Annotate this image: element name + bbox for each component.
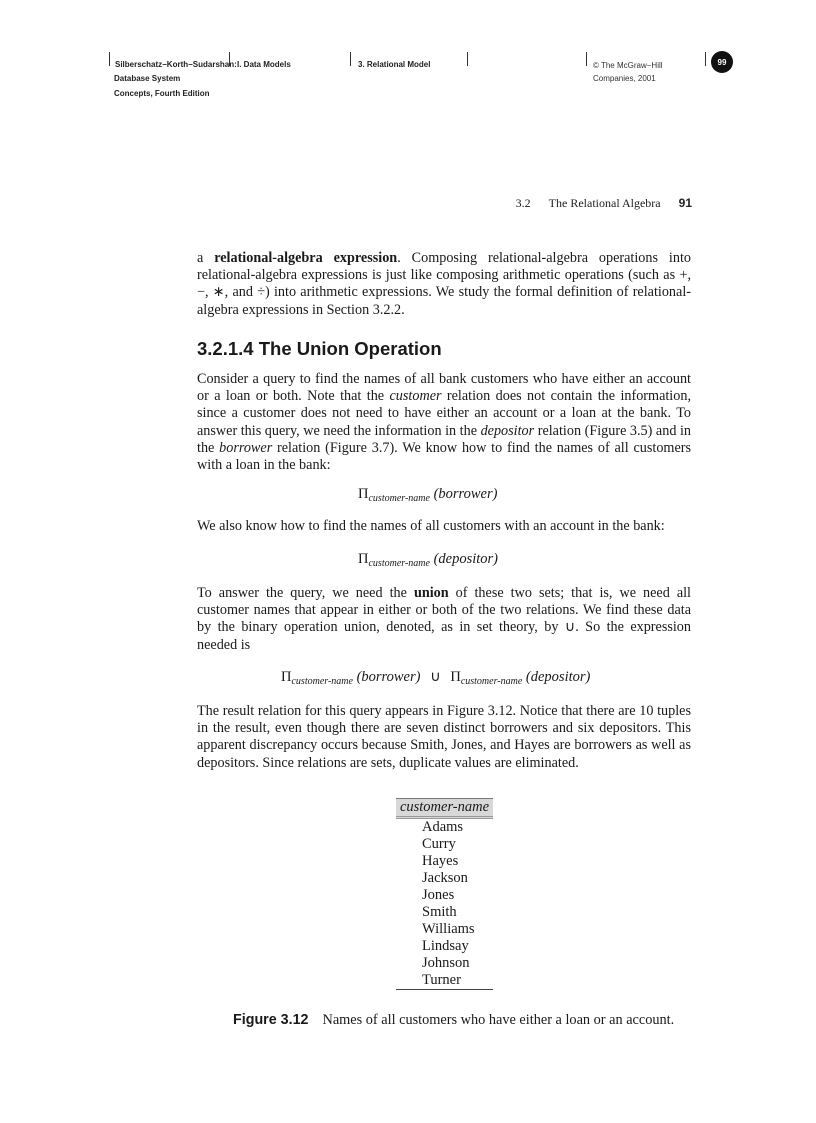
para2-text-4: relation (Figure 3.7). We know how to find the names of all customers with a loan in the bank:: [197, 439, 691, 474]
figure-caption-text: Names of all customers who have either a loan or an account.: [322, 1012, 675, 1028]
para4-text-2: of these two sets; that is, we need all customer names that appear in either or both of the two relations. We find these data by the binary operation union, denoted, as in set theory, by ∪. So the expression needed is: [197, 585, 691, 653]
para2-italic-3: borrower: [219, 439, 273, 456]
para3-text: We also know how to find the names of all customers with an account in the bank:: [197, 518, 665, 534]
header-copyright-line1: © The McGraw−Hill: [593, 61, 663, 70]
para1-term: relational-algebra expression: [214, 250, 398, 266]
running-head-section: 3.2: [515, 196, 531, 210]
eq3-projection-1: Π: [281, 669, 292, 685]
para2-text-3: relation (Figure 3.5) and in the: [197, 422, 691, 456]
para2-italic-1: customer: [389, 388, 442, 405]
header-copyright-line2: Companies, 2001: [593, 74, 656, 83]
eq2-subscript: customer-name: [368, 558, 430, 569]
equation-2: [358, 551, 498, 569]
running-head-page: 91: [678, 196, 692, 210]
table-row: Johnson: [422, 955, 470, 971]
running-head-title: The Relational Algebra: [548, 196, 661, 210]
para1-text: a: [197, 250, 215, 266]
result-table: [396, 798, 493, 990]
para2-italic-2: depositor: [480, 422, 535, 439]
header-book-title-line2: Database System: [114, 74, 181, 83]
para2-text-2: relation does not contain the information, since a customer does not need to have either an account or a loan at the bank. To answer this query, we need the information in the: [197, 388, 691, 439]
paragraph-2: [197, 371, 691, 474]
paragraph-5: [197, 703, 691, 772]
para4-term: union: [413, 585, 449, 601]
table-row: Adams: [422, 819, 464, 835]
table-row: Jones: [422, 887, 455, 903]
table-row: Williams: [422, 921, 475, 937]
header-book-title: Silberschatz−Korth−Sudarshan:: [115, 60, 237, 69]
table-body: [396, 819, 493, 989]
section-heading: 3.2.1.4 The Union Operation: [197, 338, 442, 359]
eq2-projection: Π: [358, 551, 369, 567]
eq3-subscript-2: customer-name: [460, 676, 523, 687]
figure-caption: [233, 1012, 674, 1029]
figure-label: Figure 3.12: [233, 1012, 309, 1028]
eq3-subscript-1: customer-name: [291, 676, 353, 687]
paragraph-4: [197, 585, 691, 654]
eq3-union-symbol: ∪: [430, 669, 441, 685]
header-book-title-line3: Concepts, Fourth Edition: [114, 89, 210, 98]
header-part: I. Data Models: [237, 60, 291, 69]
para5-text: The result relation for this query appears in Figure 3.12. Notice that there are 10 tuples in the result, even though there are seven distinct borrowers and six depositors. This apparent discrepancy occurs because Smith, Jones, and Hayes are borrowers as well as depositors. Since relations are sets, duplicate values are eliminated.: [197, 703, 691, 771]
table-row: Turner: [422, 972, 461, 988]
table-header: customer-name: [396, 798, 493, 819]
eq1-projection: Π: [358, 486, 369, 502]
paragraph-3: [197, 518, 691, 535]
para2-text-1: Consider a query to find the names of all bank customers who have either an account or a loan or both. Note that the: [197, 371, 691, 405]
paragraph-1: [197, 250, 691, 319]
para1-text-rest: . Composing relational-algebra operations into relational-algebra expressions is just like composing arithmetic operations (such as +, −, ∗, and ÷) into arithmetic expressions. We study the formal definition of relational-algebra expressions in Section 3.2.2.: [197, 250, 691, 318]
eq3-argument-1: (borrower): [356, 669, 421, 685]
table-row: Lindsay: [422, 938, 469, 954]
eq3-argument-2: (depositor): [525, 669, 591, 685]
eq3-projection-2: Π: [450, 669, 461, 685]
page-badge: 99: [711, 51, 733, 73]
eq2-argument: (depositor): [433, 551, 498, 567]
table-row: Curry: [422, 836, 456, 852]
equation-3: [281, 669, 590, 687]
table-row: Hayes: [422, 853, 459, 869]
para4-text-1: To answer the query, we need the: [197, 585, 414, 601]
running-head: [516, 196, 692, 211]
table-row: Jackson: [422, 870, 468, 886]
eq1-subscript: customer-name: [368, 493, 430, 504]
table-row: Smith: [422, 904, 457, 920]
header-chapter: 3. Relational Model: [358, 60, 431, 69]
table-bottom-rule: [396, 989, 493, 990]
eq1-argument: (borrower): [433, 486, 498, 502]
equation-1: [358, 486, 497, 504]
